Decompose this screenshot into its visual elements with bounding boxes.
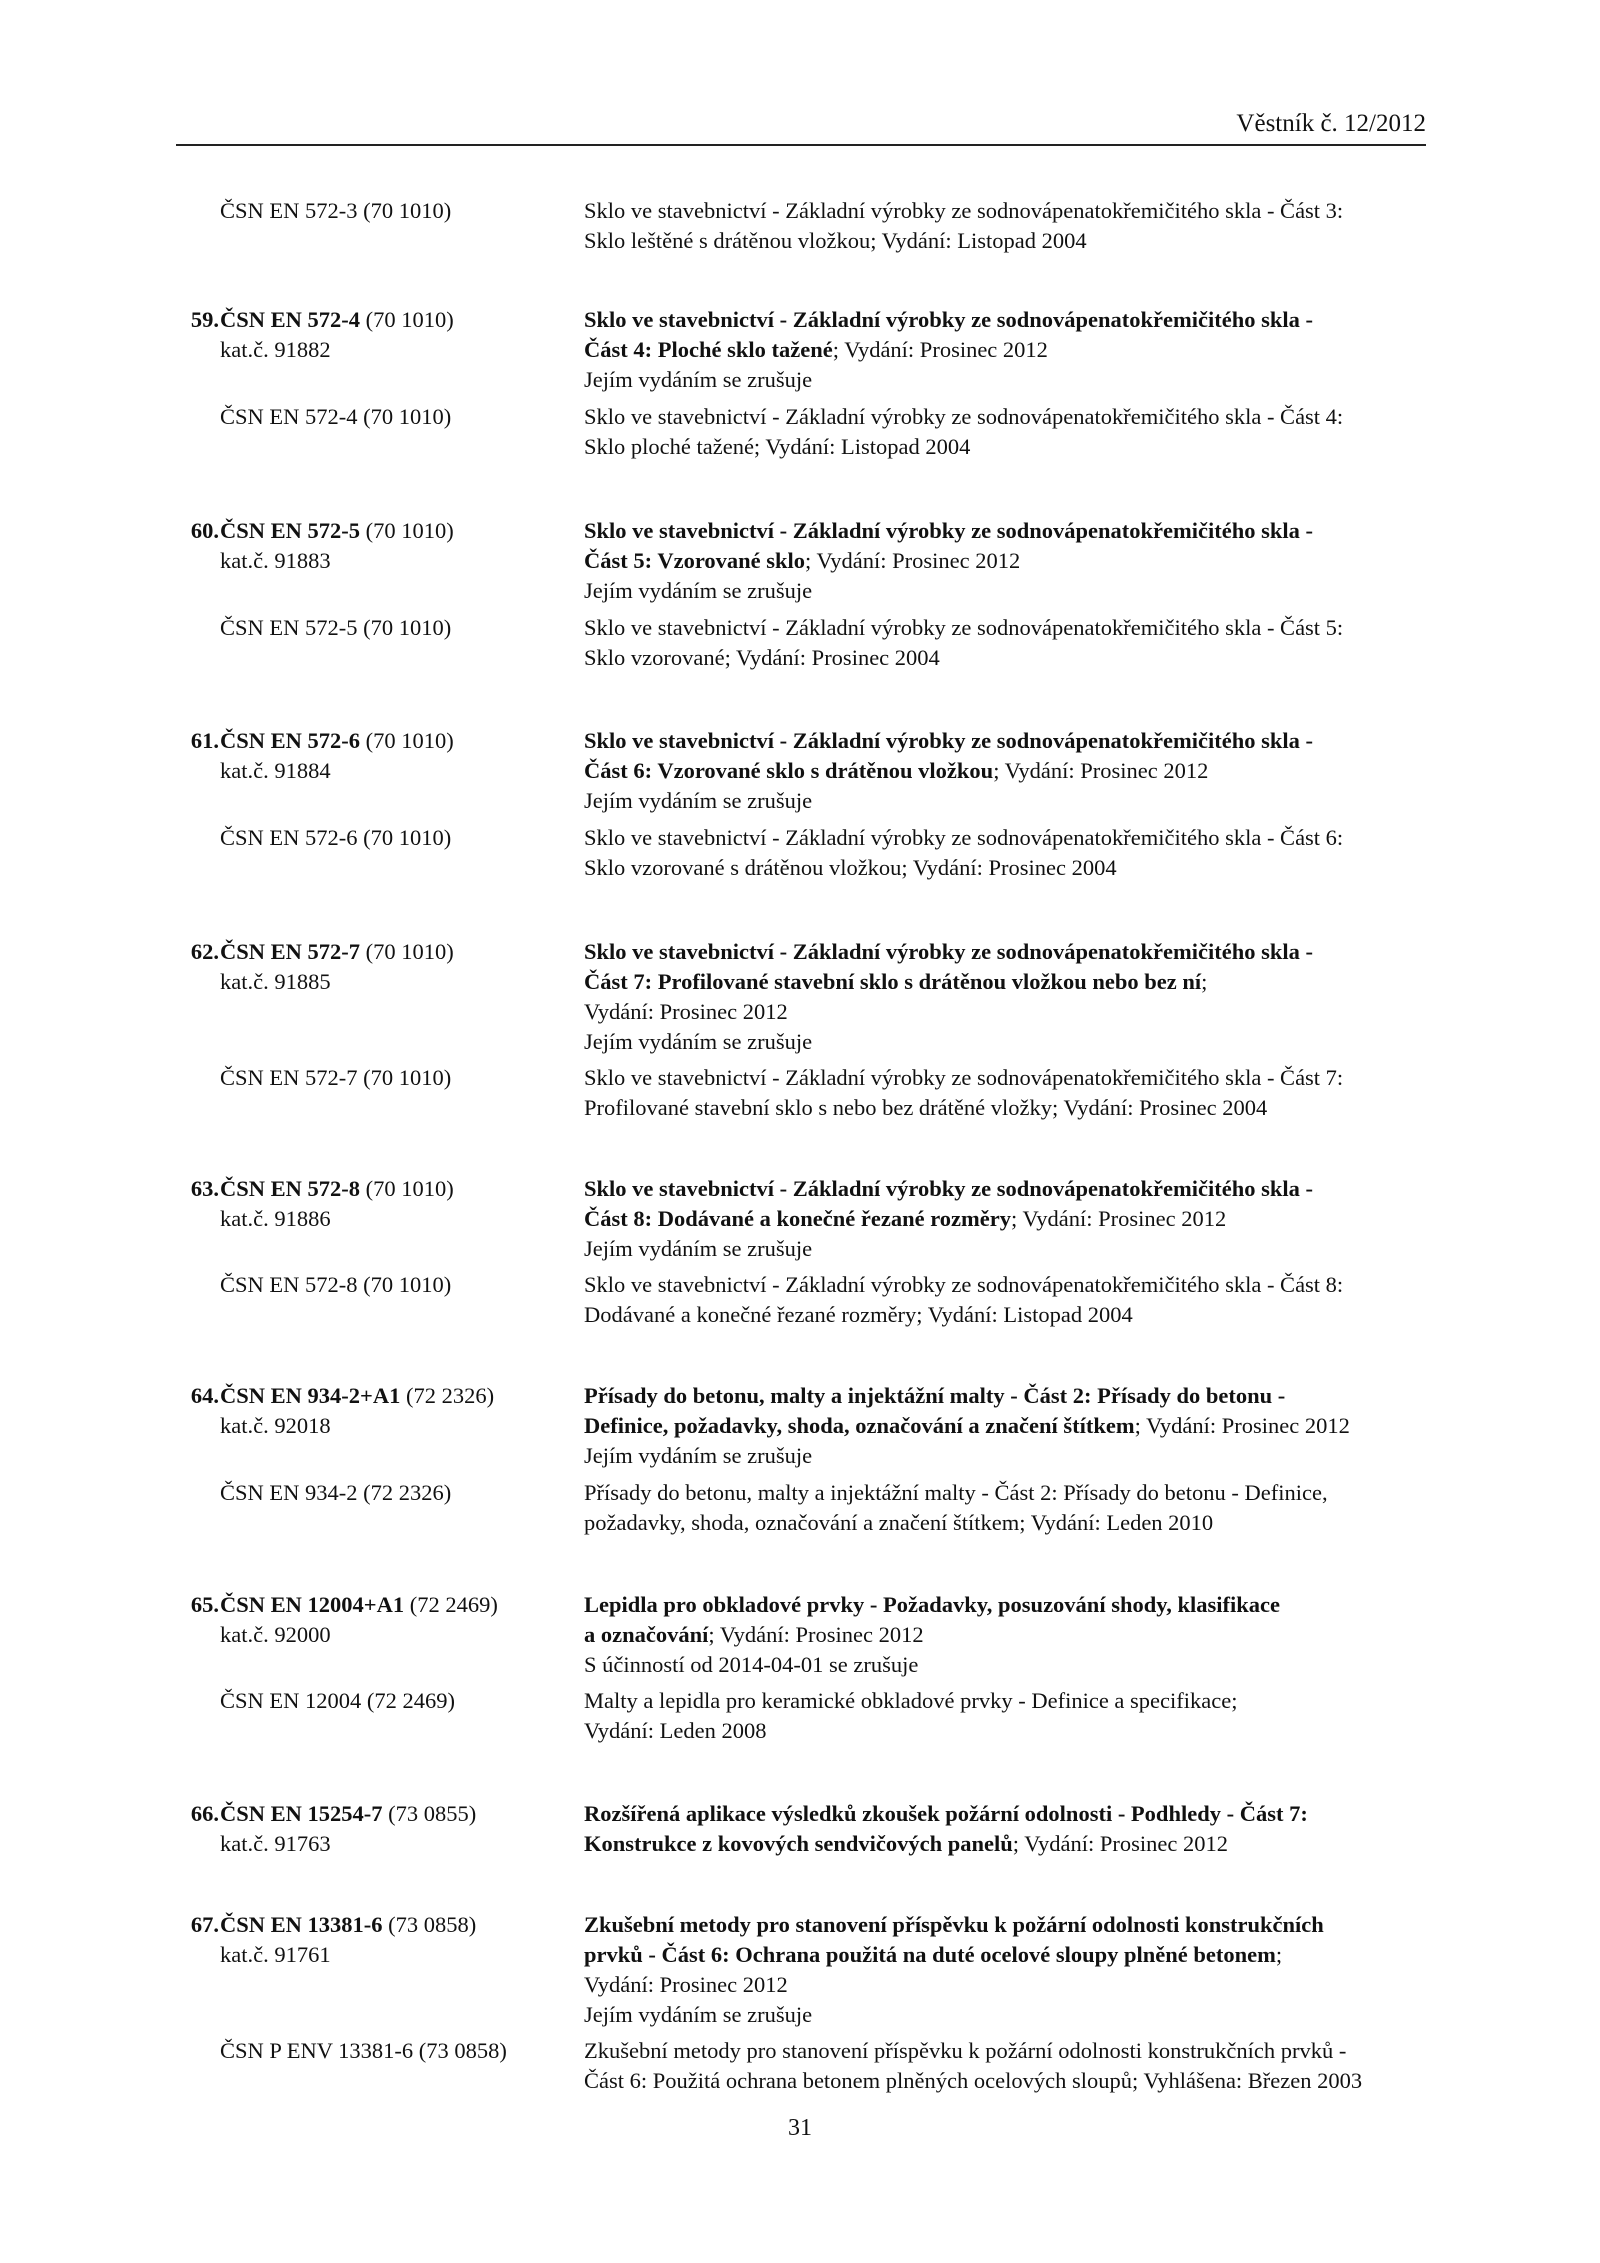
replacement-note: Jejím vydáním se zrušuje [584,367,813,392]
replacement-note: Jejím vydáním se zrušuje [584,1443,813,1468]
standard-title-part: Část 6: Vzorované sklo s drátěnou vložkou [584,758,994,783]
standard-title-line: Sklo ve stavebnictví - Základní výrobky ze sodnovápenatokřemičitého skla - [584,307,1314,332]
old-standard-code: ČSN P ENV 13381-6 (73 0858) [220,2038,507,2063]
issue-info: ; Vydání: Prosinec 2012 [993,758,1209,783]
standard-title-line: Rozšířená aplikace výsledků zkoušek požární odolnosti - Podhledy - Část 7: [584,1801,1308,1826]
standard-class: (70 1010) [360,1176,454,1201]
standard-title-part: Definice, požadavky, shoda, označování a značení štítkem [584,1413,1135,1438]
entry-number: 62. [190,939,219,964]
old-standard-title-line: Sklo leštěné s drátěnou vložkou; Vydání: Listopad 2004 [584,228,1087,253]
standard-title-part: Část 7: Profilované stavební sklo s drátěnou vložkou nebo bez ní [584,969,1202,994]
issue-info: ; Vydání: Prosinec 2012 [1011,1206,1227,1231]
page-header [176,108,1426,146]
standard-code: ČSN EN 572-5 [220,518,361,543]
standard-class: (70 1010) [360,307,454,332]
replacement-note: Jejím vydáním se zrušuje [584,1236,813,1261]
old-standard-title-line: požadavky, shoda, označování a značení štítkem; Vydání: Leden 2010 [584,1510,1214,1535]
old-standard-title-line: Sklo ve stavebnictví - Základní výrobky ze sodnovápenatokřemičitého skla - Část 8: [584,1272,1344,1297]
old-standard-title-line: Sklo ploché tažené; Vydání: Listopad 2004 [584,434,971,459]
replacement-note: Jejím vydáním se zrušuje [584,2002,813,2027]
standard-code: ČSN EN 12004+A1 [220,1592,405,1617]
standard-title-line: Sklo ve stavebnictví - Základní výrobky ze sodnovápenatokřemičitého skla - [584,939,1314,964]
old-standard-code: ČSN EN 572-3 (70 1010) [220,198,452,223]
issue-date: Vydání: Prosinec 2012 [584,1972,788,1997]
old-standard-code: ČSN EN 572-5 (70 1010) [220,615,452,640]
old-standard-title-line: Sklo vzorované s drátěnou vložkou; Vydání: Prosinec 2004 [584,855,1117,880]
issue-info: ; [1201,969,1208,994]
old-standard-title-line: Dodávané a konečné řezané rozměry; Vydání: Listopad 2004 [584,1302,1133,1327]
old-standard-title-line: Sklo ve stavebnictví - Základní výrobky ze sodnovápenatokřemičitého skla - Část 6: [584,825,1344,850]
standard-title-part: prvků - Část 6: Ochrana použitá na duté ocelové sloupy plněné betonem [584,1942,1276,1967]
standard-class: (72 2326) [400,1383,495,1408]
standard-title-line: Lepidla pro obkladové prvky - Požadavky, posuzování shody, klasifikace [584,1592,1280,1617]
catalog-number: kat.č. 91763 [220,1831,331,1856]
old-standard-code: ČSN EN 572-7 (70 1010) [220,1065,452,1090]
standard-class: (72 2469) [404,1592,498,1617]
catalog-number: kat.č. 91883 [220,548,331,573]
standard-title-line: Sklo ve stavebnictví - Základní výrobky ze sodnovápenatokřemičitého skla - [584,518,1314,543]
standard-class: (70 1010) [360,728,454,753]
standard-class: (70 1010) [360,518,454,543]
standard-class: (73 0858) [382,1912,477,1937]
catalog-number: kat.č. 91885 [220,969,331,994]
catalog-number: kat.č. 91886 [220,1206,331,1231]
old-standard-title-line: Vydání: Leden 2008 [584,1718,767,1743]
replacement-note: Jejím vydáním se zrušuje [584,788,813,813]
standard-code: ČSN EN 572-7 [220,939,361,964]
bulletin-title: Věstník č. 12/2012 [1236,110,1426,137]
entry-number: 66. [190,1801,219,1826]
entry-number: 61. [190,728,219,753]
entry-number: 63. [190,1176,219,1201]
standard-code: ČSN EN 572-4 [220,307,361,332]
issue-info: ; Vydání: Prosinec 2012 [708,1622,924,1647]
old-standard-code: ČSN EN 572-6 (70 1010) [220,825,452,850]
standard-title-line: Sklo ve stavebnictví - Základní výrobky ze sodnovápenatokřemičitého skla - [584,1176,1314,1201]
standard-class: (73 0855) [382,1801,477,1826]
old-standard-title-line: Sklo ve stavebnictví - Základní výrobky ze sodnovápenatokřemičitého skla - Část 5: [584,615,1344,640]
standard-title-line: Sklo ve stavebnictví - Základní výrobky ze sodnovápenatokřemičitého skla - [584,728,1314,753]
catalog-number: kat.č. 91884 [220,758,331,783]
old-standard-title-line: Sklo ve stavebnictví - Základní výrobky ze sodnovápenatokřemičitého skla - Část 4: [584,404,1344,429]
page-number: 31 [788,2115,812,2141]
old-standard-title-line: Malty a lepidla pro keramické obkladové prvky - Definice a specifikace; [584,1688,1238,1713]
catalog-number: kat.č. 92000 [220,1622,331,1647]
old-standard-code: ČSN EN 934-2 (72 2326) [220,1480,452,1505]
issue-date: Vydání: Prosinec 2012 [584,999,788,1024]
replacement-note: Jejím vydáním se zrušuje [584,1029,813,1054]
standard-title-part: Část 8: Dodávané a konečné řezané rozměry [584,1206,1011,1231]
old-standard-title-line: Přísady do betonu, malty a injektážní malty - Část 2: Přísady do betonu - Definice, [584,1480,1328,1505]
old-standard-title-line: Zkušební metody pro stanovení příspěvku k požární odolnosti konstrukčních prvků - [584,2038,1347,2063]
old-standard-title-line: Sklo ve stavebnictví - Základní výrobky ze sodnovápenatokřemičitého skla - Část 3: [584,198,1344,223]
entry-number: 60. [190,518,219,543]
old-standard-title-line: Profilované stavební sklo s nebo bez drátěné vložky; Vydání: Prosinec 2004 [584,1095,1268,1120]
entry-number: 59. [190,307,219,332]
catalog-number: kat.č. 91882 [220,337,331,362]
old-standard-code: ČSN EN 12004 (72 2469) [220,1688,455,1713]
old-standard-title-line: Sklo vzorované; Vydání: Prosinec 2004 [584,645,940,670]
standard-code: ČSN EN 15254-7 [220,1801,383,1826]
standard-code: ČSN EN 13381-6 [220,1912,383,1937]
standard-title-part: Konstrukce z kovových sendvičových panelů [584,1831,1013,1856]
standard-title-line: Zkušební metody pro stanovení příspěvku k požární odolnosti konstrukčních [584,1912,1324,1937]
standard-title-part: a označování [584,1622,709,1647]
standard-title-part: Část 4: Ploché sklo tažené [584,337,833,362]
replacement-note: S účinností od 2014-04-01 se zrušuje [584,1652,919,1677]
issue-info: ; Vydání: Prosinec 2012 [832,337,1048,362]
catalog-number: kat.č. 92018 [220,1413,331,1438]
entry-number: 64. [190,1383,219,1408]
standard-code: ČSN EN 934-2+A1 [220,1383,401,1408]
old-standard-code: ČSN EN 572-8 (70 1010) [220,1272,452,1297]
old-standard-title-line: Část 6: Použitá ochrana betonem plněných ocelových sloupů; Vyhlášena: Březen 2003 [584,2068,1363,2093]
issue-info: ; Vydání: Prosinec 2012 [1134,1413,1350,1438]
issue-info: ; [1275,1942,1283,1967]
old-standard-title-line: Sklo ve stavebnictví - Základní výrobky ze sodnovápenatokřemičitého skla - Část 7: [584,1065,1344,1090]
issue-info: ; Vydání: Prosinec 2012 [1012,1831,1228,1856]
replacement-note: Jejím vydáním se zrušuje [584,578,813,603]
issue-info: ; Vydání: Prosinec 2012 [805,548,1021,573]
standard-class: (70 1010) [360,939,454,964]
standard-title-part: Část 5: Vzorované sklo [584,548,806,573]
standard-code: ČSN EN 572-8 [220,1176,361,1201]
standard-code: ČSN EN 572-6 [220,728,361,753]
standard-title-line: Přísady do betonu, malty a injektážní malty - Část 2: Přísady do betonu - [584,1383,1286,1408]
catalog-number: kat.č. 91761 [220,1942,331,1967]
entry-number: 67. [190,1912,219,1937]
old-standard-code: ČSN EN 572-4 (70 1010) [220,404,452,429]
entry-number: 65. [190,1592,219,1617]
